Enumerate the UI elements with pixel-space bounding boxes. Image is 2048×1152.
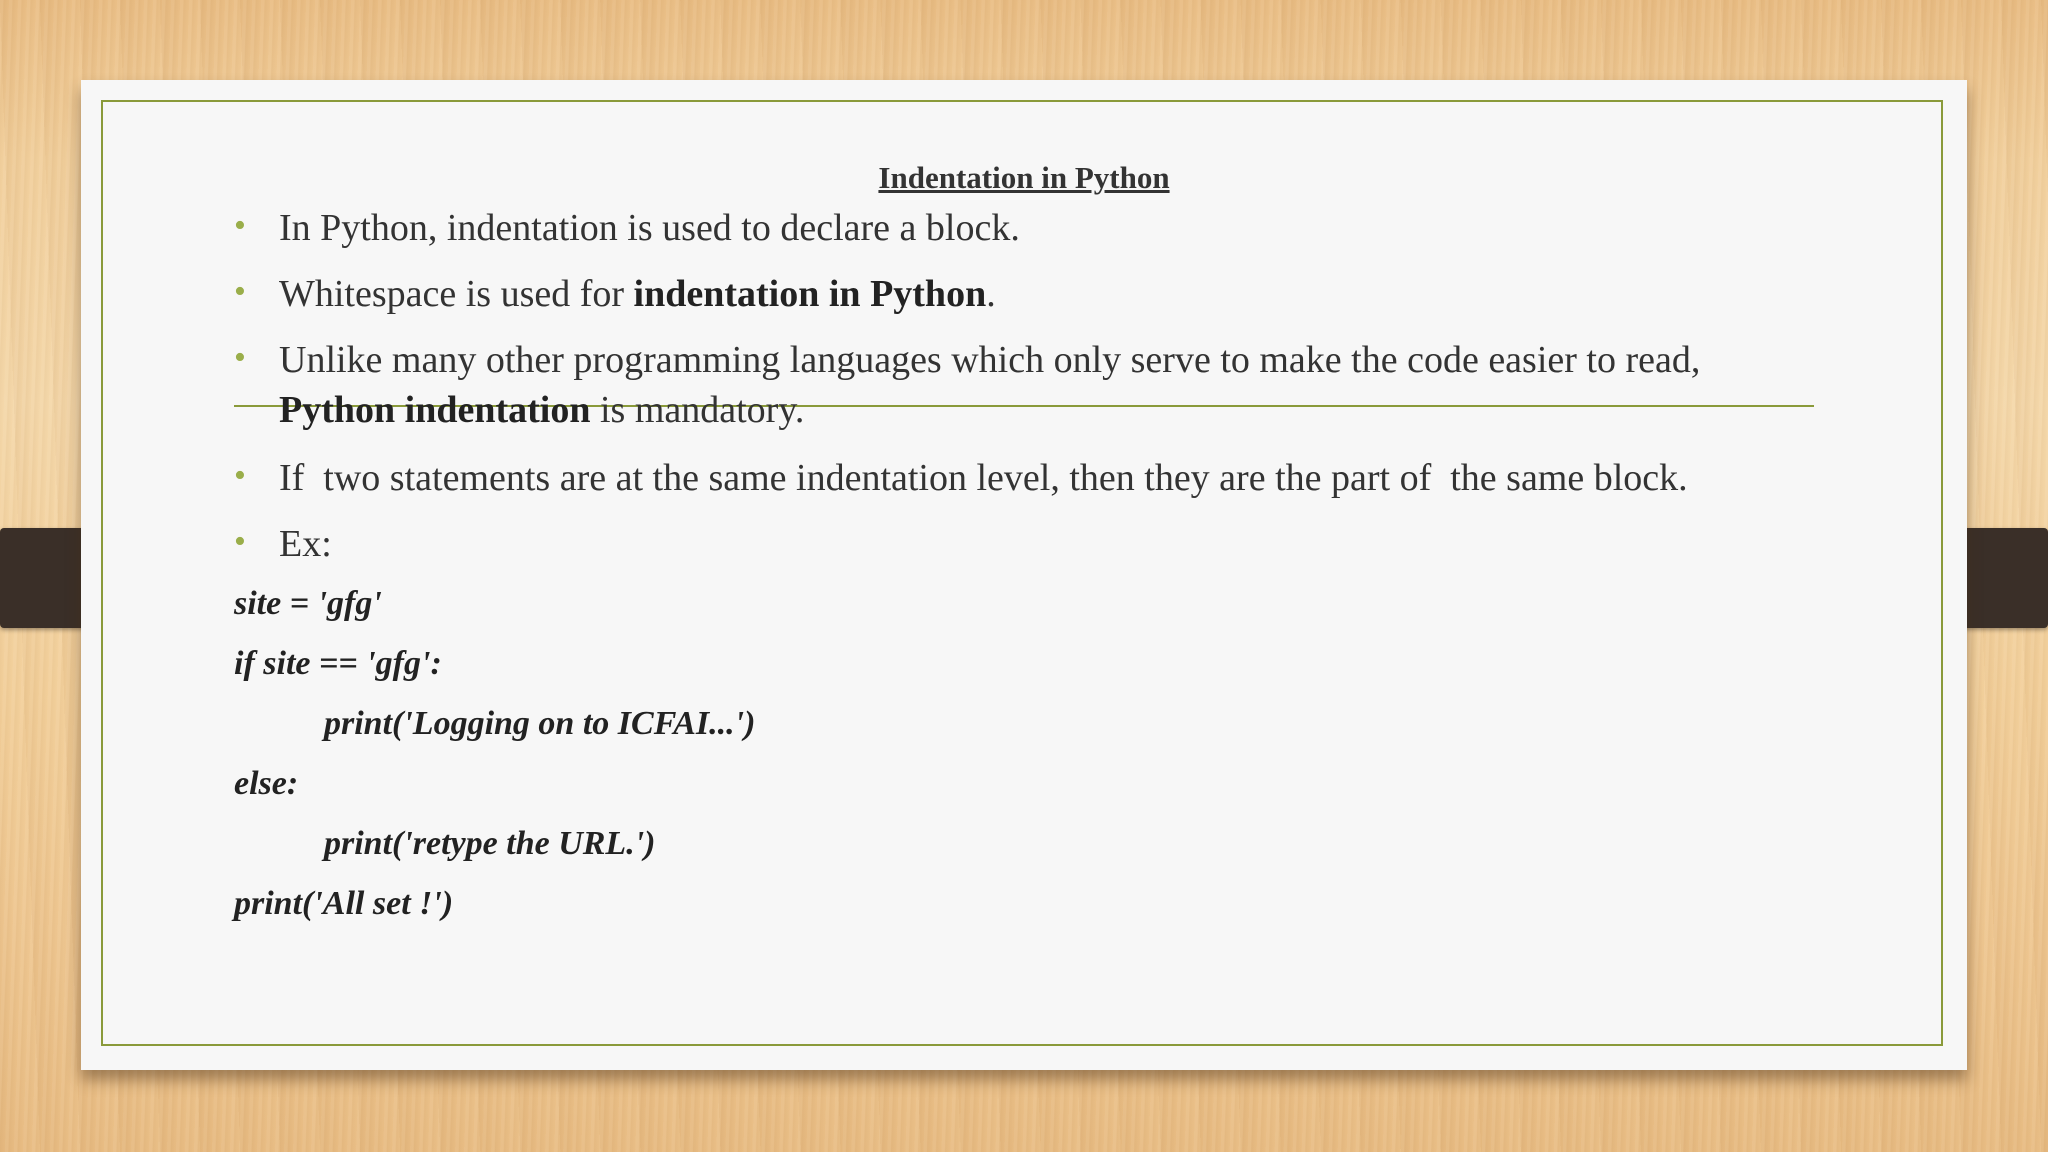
bullet-dot-icon: • <box>234 523 246 560</box>
bullet-dot-icon: • <box>234 207 246 244</box>
code-line: print('All set !') <box>234 885 454 922</box>
bullet-text: Ex: <box>279 523 332 565</box>
code-line: site = 'gfg' <box>234 585 382 622</box>
bullet-dot-icon: • <box>234 273 246 310</box>
code-line: print('retype the URL.') <box>324 825 656 862</box>
bullet-text: If two statements are at the same indentation level, then they are the part of the same block. <box>279 457 1688 499</box>
code-line: else: <box>234 765 299 802</box>
bullet-text: Whitespace is used for indentation in Python. <box>279 273 996 315</box>
code-line: print('Logging on to ICFAI...') <box>324 705 756 742</box>
code-line: if site == 'gfg': <box>234 645 442 682</box>
bullet-dot-icon: • <box>234 339 246 376</box>
slide-title: Indentation in Python <box>878 160 1170 195</box>
bullet-dot-icon: • <box>234 457 246 494</box>
bullet-text: In Python, indentation is used to declare a block. <box>279 207 1020 249</box>
bullet-text: Unlike many other programming languages which only serve to make the code easier to read, Python indentation is mandatory. <box>279 339 1701 431</box>
